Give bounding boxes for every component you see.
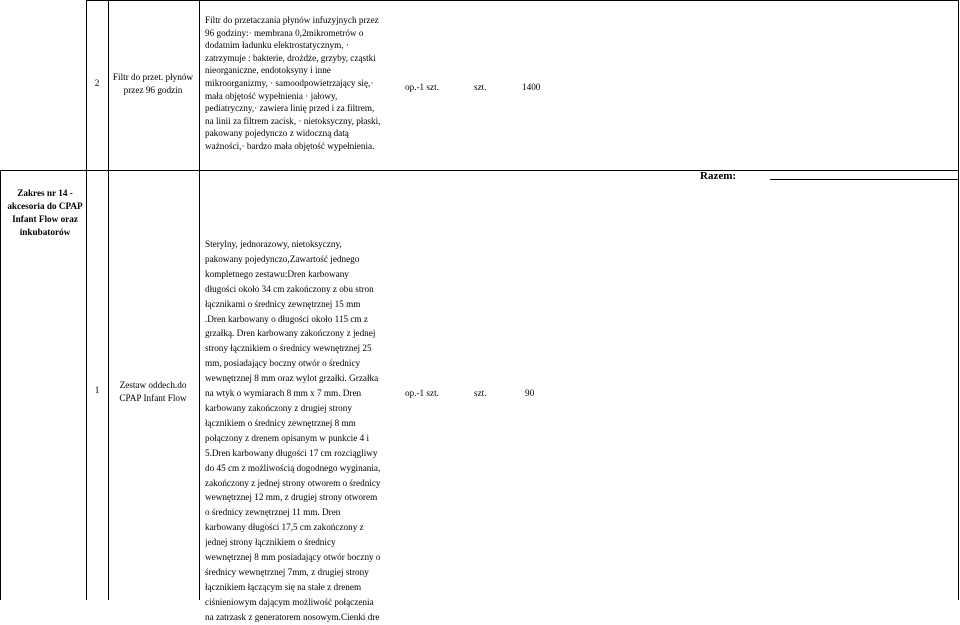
total-label: Razem: bbox=[700, 170, 737, 182]
description-line: mm, posiadający boczny otwór o średnicy bbox=[205, 358, 361, 369]
description-line: do 45 cm z możliwością dogodnego wyginania, bbox=[205, 462, 381, 473]
grid-line bbox=[770, 179, 959, 180]
description-line: na wtyk o wymiarach 8 mm x 7 mm. Dren bbox=[205, 388, 362, 399]
product-name: Filtr do przet. płynów przez 96 godzin bbox=[112, 72, 194, 95]
grid-line bbox=[958, 0, 959, 600]
description-line: średnicy wewnętrznej 7mm, z drugiej strony bbox=[205, 566, 369, 577]
description-line: łącznikiem łączącym się na stałe z drenem bbox=[205, 581, 362, 592]
unit: szt. bbox=[474, 388, 487, 398]
description-line: kompletnego zestawu:Dren karbowany bbox=[205, 268, 349, 279]
description-line: wewnętrznej 8 mm oraz wylot grzałki. Grzałka bbox=[205, 373, 379, 384]
grid-line bbox=[86, 0, 959, 1]
description-line: długości około 34 cm zakończony z obu stron bbox=[205, 283, 374, 294]
product-description bbox=[205, 14, 391, 153]
description-line: łącznikiem o średnicy zewnętrznej 8 mm bbox=[205, 417, 356, 428]
packaging-unit: op.-1 szt. bbox=[405, 82, 439, 92]
description-line: ciśnieniowym dającym możliwość połączenia bbox=[205, 596, 374, 607]
quantity: 90 bbox=[525, 388, 535, 398]
product-name: Zestaw oddech.do CPAP Infant Flow bbox=[119, 380, 187, 403]
packaging-unit: op.-1 szt. bbox=[405, 388, 439, 398]
section-title: Zakres nr 14 - akcesoria do CPAP Infant Flow oraz inkubatorów bbox=[7, 188, 83, 237]
grid-line bbox=[199, 0, 200, 600]
quantity: 1400 bbox=[522, 82, 541, 92]
description-line: łącznikami o średnicy zewnętrznej 15 mm bbox=[205, 298, 361, 309]
grid-line bbox=[0, 170, 959, 171]
description-line: Sterylny, jednorazowy, nietoksyczny, bbox=[205, 239, 342, 249]
description-line: pakowany pojedynczo z widoczną datą bbox=[205, 128, 349, 139]
description-line: karbowany długości 17,5 cm zakończony z bbox=[205, 522, 364, 533]
product-description bbox=[205, 237, 388, 625]
description-line: ważności,· bardzo mała objętość wypełnienia. bbox=[205, 140, 375, 151]
row-number: 2 bbox=[94, 78, 100, 88]
description-line: jednej strony łącznikiem o średnicy bbox=[205, 537, 336, 548]
description-line: nieorganiczne, endotoksyny i inne bbox=[205, 65, 331, 76]
description-line: 96 godziny:· membrana 0,2mikrometrów o bbox=[205, 27, 364, 38]
description-line: pakowany pojedynczo,Zawartość jednego bbox=[205, 253, 360, 264]
row-number: 1 bbox=[94, 385, 100, 395]
description-line: na zatrzask z generatorem nosowym.Cienki dre bbox=[205, 611, 380, 622]
description-line: zakończony z jednej strony otworem o średnicy bbox=[205, 477, 381, 488]
description-line: dodatnim ładunku elektrostatycznym, · bbox=[205, 40, 349, 51]
description-line: 5.Dren karbowany długości 17 cm rozciągliwy bbox=[205, 447, 378, 458]
description-line: Filtr do przetaczania płynów infuzyjnych przez bbox=[205, 15, 379, 25]
description-line: karbowany zakończony z drugiej strony bbox=[205, 402, 352, 413]
description-line: pediatryczny,· zawiera linię przed i za filtrem, bbox=[205, 103, 375, 114]
description-line: zatrzymuje : bakterie, drożdże, grzyby, cząstki bbox=[205, 52, 376, 63]
description-line: mała objętość wypełnienia · jałowy, bbox=[205, 90, 338, 101]
description-line: na linii za filtrem zacisk, · nietoksyczny, płaski, bbox=[205, 115, 381, 126]
description-line: wewnętrznej 8 mm posiadający otwór boczny o bbox=[205, 552, 381, 563]
grid-line bbox=[86, 0, 87, 600]
unit: szt. bbox=[474, 82, 487, 92]
description-line: o średnicy zewnętrznej 11 mm. Dren bbox=[205, 507, 341, 518]
description-line: strony łącznikiem o średnicy wewnętrznej 25 bbox=[205, 343, 372, 354]
description-line: .Dren karbowany o długości około 115 cm z bbox=[205, 313, 368, 324]
description-line: mikroorganizmy, · samoodpowietrzający się,· bbox=[205, 77, 374, 88]
description-line: grzałką. Dren karbowany zakończony z jednej bbox=[205, 328, 376, 339]
description-line: połączony z drenem opisanym w punkcie 4 i bbox=[205, 432, 370, 443]
description-line: wewnętrznej 12 mm, z drugiej strony otworem bbox=[205, 492, 378, 503]
